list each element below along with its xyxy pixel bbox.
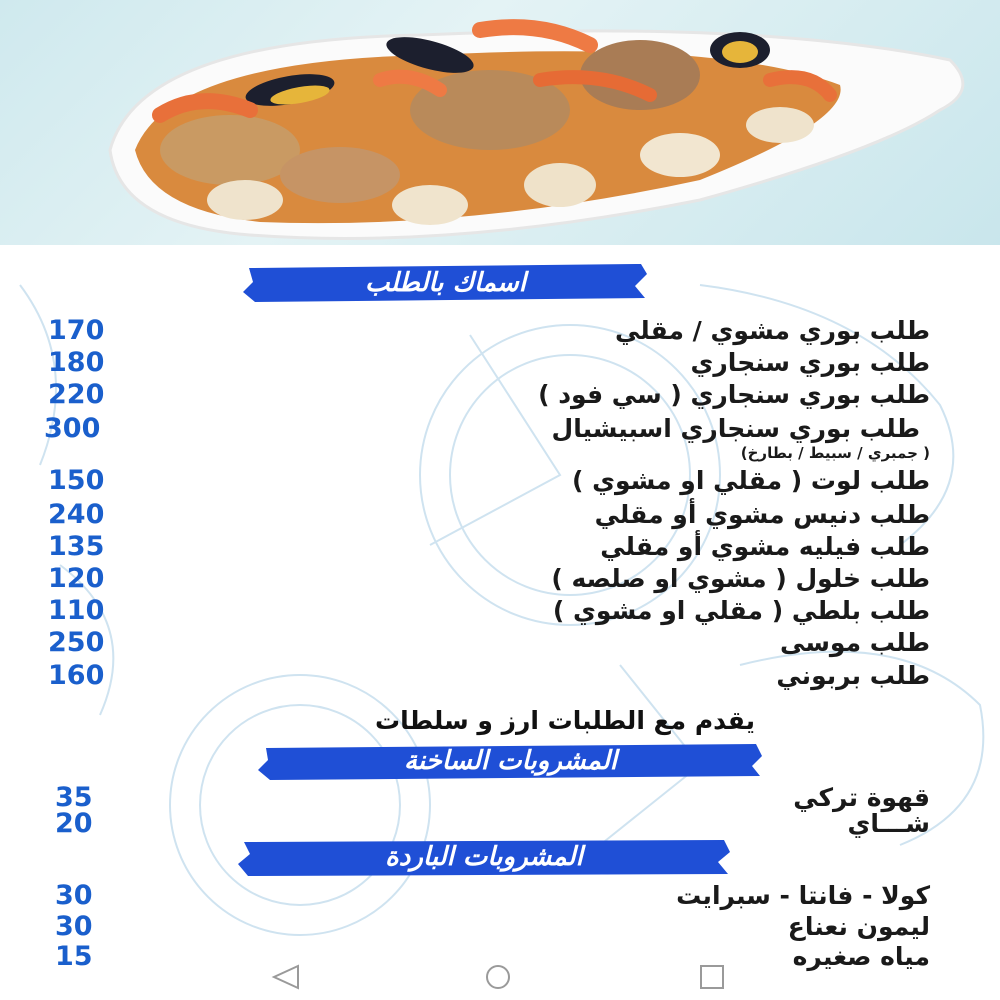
section-title-cold-drinks: المشروبات الباردة — [385, 842, 583, 872]
menu-item-row — [0, 465, 1000, 497]
menu-item-row — [0, 563, 1000, 595]
menu-item-row — [0, 808, 1000, 840]
item-name: طلب موسى — [780, 628, 930, 657]
back-triangle-icon[interactable] — [268, 963, 304, 991]
item-price: 180 — [48, 347, 105, 378]
item-name: كولا - فانتا - سبرايت — [676, 881, 930, 910]
item-price: 160 — [48, 660, 105, 691]
served-with-note: يقدم مع الطلبات ارز و سلطات — [375, 706, 755, 735]
item-name: طلب بوري سنجاري ( سي فود ) — [538, 380, 930, 409]
item-name: طلب بلطي ( مقلي او مشوي ) — [552, 596, 930, 625]
system-navigation-bar — [0, 955, 1000, 1000]
menu-item-row — [0, 379, 1000, 411]
item-price: 240 — [48, 499, 105, 530]
item-name: قهوة تركي — [793, 783, 930, 812]
item-name: طلب بوري مشوي / مقلي — [614, 316, 930, 345]
menu-item-row — [0, 660, 1000, 692]
item-price: 120 — [48, 563, 105, 594]
item-price: 15 — [55, 941, 93, 972]
item-name: ليمون نعناع — [787, 912, 930, 941]
item-price: 30 — [55, 911, 93, 942]
menu-item-row — [0, 531, 1000, 563]
section-title-fish: اسماك بالطلب — [365, 268, 526, 298]
section-banner-hot-drinks — [258, 742, 763, 780]
menu-item-row — [0, 347, 1000, 379]
item-price: 150 — [48, 465, 105, 496]
item-price: 20 — [55, 808, 93, 839]
section-banner-cold-drinks — [238, 838, 730, 876]
menu-item-row — [0, 499, 1000, 531]
item-name: طلب لوت ( مقلي او مشوي ) — [571, 466, 930, 495]
section-banner-fish — [243, 264, 648, 302]
item-price: 170 — [48, 315, 105, 346]
section-title-hot-drinks: المشروبات الساخنة — [403, 746, 618, 776]
item-name: طلب بوري سنجاري — [690, 348, 930, 377]
item-name: طلب دنيس مشوي أو مقلي — [594, 500, 930, 529]
item-price: 35 — [55, 782, 93, 813]
menu-item-row — [0, 880, 1000, 912]
item-price: 30 — [55, 880, 93, 911]
item-name: طلب خلول ( مشوي او صلصه ) — [551, 564, 930, 593]
item-price: 110 — [48, 595, 105, 626]
item-price: 135 — [48, 531, 105, 562]
item-price: 300 — [44, 413, 101, 444]
hero-food-photo — [0, 0, 1000, 245]
menu-item-row — [0, 413, 1000, 445]
home-circle-icon[interactable] — [480, 963, 516, 991]
item-name: طلب بربوني — [776, 661, 930, 690]
menu-item-row — [0, 595, 1000, 627]
item-name: مياه صغيره — [792, 942, 930, 971]
item-name: شـــاي — [847, 809, 930, 838]
item-note: ( جمبري / سبيط / بطارخ) — [740, 444, 930, 462]
item-name: طلب فيليه مشوي أو مقلي — [600, 532, 930, 561]
menu-item-row — [0, 315, 1000, 347]
item-price: 250 — [48, 627, 105, 658]
item-name: طلب بوري سنجاري اسبيشيال — [551, 414, 920, 443]
item-price: 220 — [48, 379, 105, 410]
recents-square-icon[interactable] — [694, 963, 730, 991]
menu-item-row — [0, 627, 1000, 659]
menu-item-row — [0, 911, 1000, 943]
